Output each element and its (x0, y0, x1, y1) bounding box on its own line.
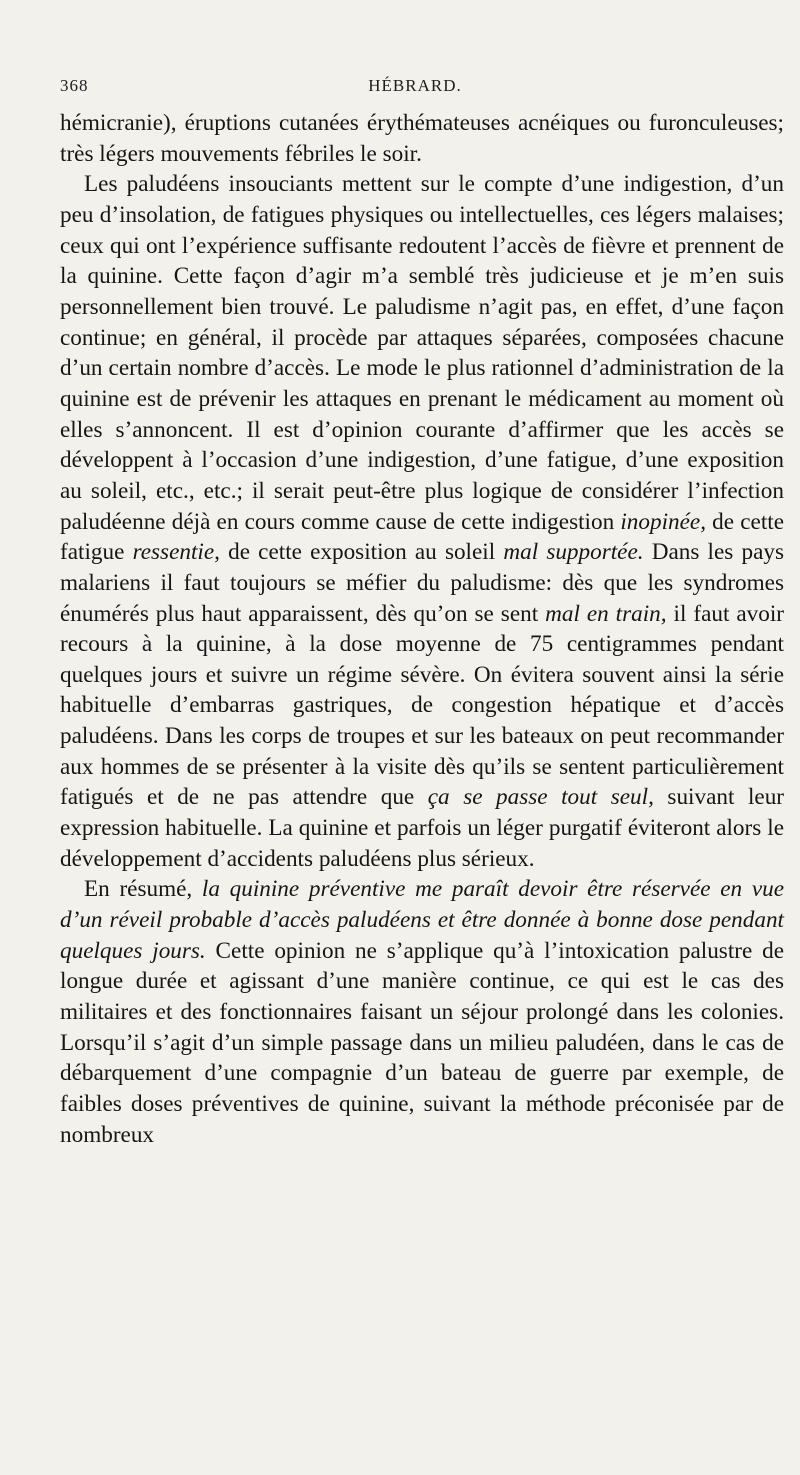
italic-text-segment: mal supportée. (503, 539, 644, 566)
paragraph-1 (60, 108, 784, 169)
text-segment: de cette fatigue (60, 508, 785, 566)
italic-text-segment: inopinée, (620, 508, 706, 535)
page-number: 368 (60, 76, 89, 95)
italic-text-segment: mal en train, (545, 600, 667, 627)
paragraph-3 (60, 874, 784, 1150)
italic-text-segment: la quinine préventive me paraît devoir être réservée en vue d’un réveil probable d’accès paludéens et être donnée à bonne dose pendant quelques jours. (60, 876, 785, 964)
italic-text-segment: ça se passe tout seul, (427, 784, 654, 811)
paragraph-2 (60, 169, 784, 874)
running-head: HÉBRARD. (368, 76, 462, 95)
text-segment: Cette opinion ne s’applique qu’à l’intoxication palustre de longue durée et agissant d’une manière continue, ce qui est le cas des militaires et des fonctionnaires faisant un séjour prolongé dans les colonies. Lorsqu’il s’agit d’un simple passage dans un milieu paludéen, dans le cas de débarquement d’une compagnie d’un bateau de guerre par exemple, de faibles doses préventives de quinine, suivant la méthode préconisée par de nombreux (60, 937, 784, 1148)
page-header (60, 76, 770, 102)
text-segment: suivant leur expression habituelle. La quinine et parfois un léger purgatif éviteront alors le développement d’accidents paludéens plus sérieux. (60, 784, 785, 872)
italic-text-segment: ressentie, (132, 539, 220, 566)
text-segment: de cette exposition au soleil (219, 539, 504, 566)
text-segment: Dans les pays malariens il faut toujours se méfier du paludisme: dès que les syndromes énumérés plus haut apparaissent, dès qu’on se sent (60, 539, 784, 627)
text-segment: En résumé, (84, 876, 202, 903)
text-segment: hémicranie), éruptions cutanées érythémateuses acnéiques ou furonculeuses; très légers mouvements fébriles le soir. (60, 110, 784, 167)
body-text (60, 108, 784, 1150)
text-segment: Les paludéens insouciants mettent sur le compte d’une indigestion, d’un peu d’insolation, de fatigues physiques ou intellectuelles, ces légers malaises; ceux qui ont l’expérience suffisante redoutent l’accès de fièvre et prennent de la quinine. Cette façon d’agir m’a semblé très judicieuse et je m’en suis personnellement bien trouvé. Le paludisme n’agit pas, en effet, d’une façon continue; en général, il procède par attaques séparées, composées chacune d’un certain nombre d’accès. Le mode le plus rationnel d’administration de la quinine est de prévenir les attaques en prenant le médicament au moment où elles s’annoncent. Il est d’opinion courante d’affirmer que les accès se développent à l’occasion d’une indigestion, d’une fatigue, d’une exposition au soleil, etc., etc.; il serait peut-être plus logique de considérer l’infection paludéenne déjà en cours comme cause de cette indigestion (60, 171, 784, 535)
text-segment: il faut avoir recours à la quinine, à la dose moyenne de 75 centigrammes pendant quelques jours et suivre un régime sévère. On évitera souvent ainsi la série habituelle d’embarras gastriques, de congestion hépatique et d’accès paludéens. Dans les corps de troupes et sur les bateaux on peut recommander aux hommes de se présenter à la visite dès qu’ils se sentent particulièrement fatigués et de ne pas attendre que (60, 600, 785, 811)
